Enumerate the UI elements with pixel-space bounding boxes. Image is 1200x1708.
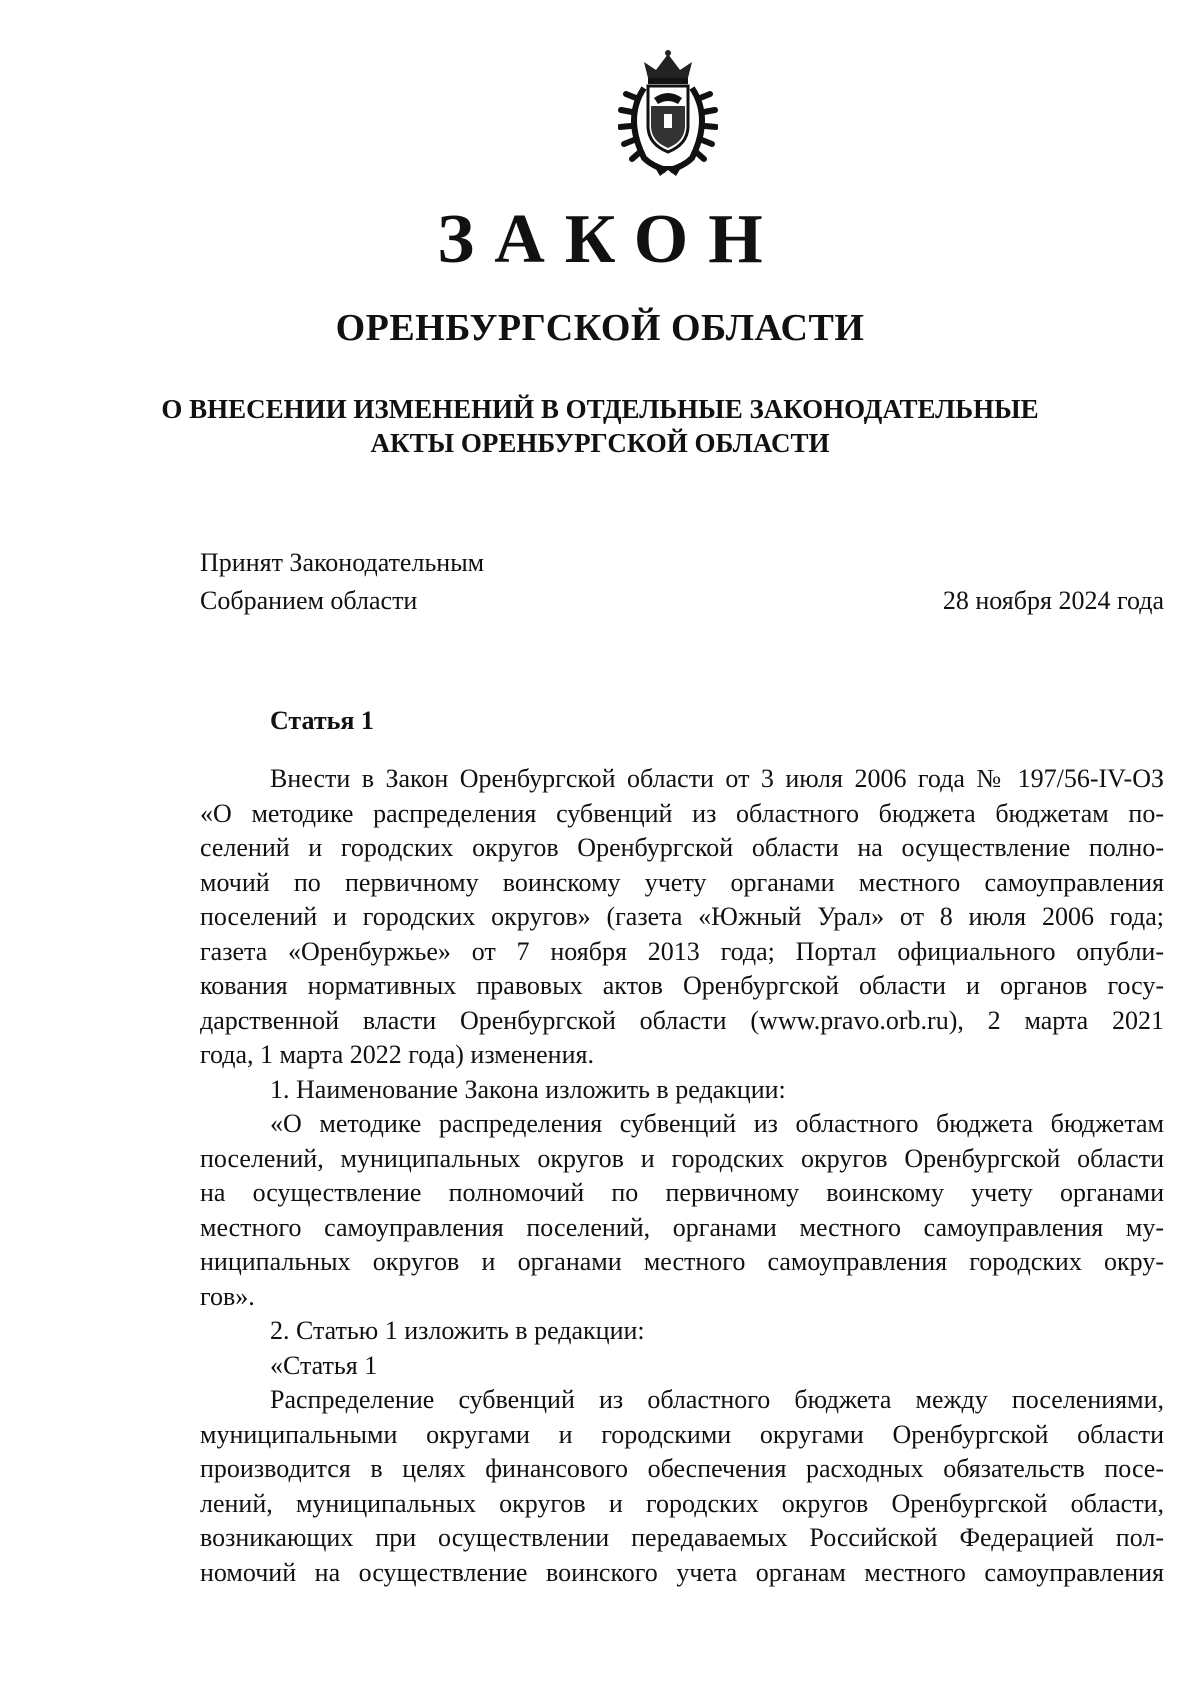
text-line: селений и городских округов Оренбургской области на осуществление полно- <box>200 833 1164 862</box>
text-line: на осуществление полномочий по первичному воинскому учету органами <box>200 1178 1164 1207</box>
text-line: лений, муниципальных округов и городских округов Оренбургской области, <box>200 1488 1164 1518</box>
article-body <box>200 762 1164 1590</box>
text-line: Распределение субвенций из областного бюджета между поселениями, <box>270 1385 1164 1414</box>
document-type-title: ЗАКОН <box>437 201 783 278</box>
text-line: 1. Наименование Закона изложить в редакции: <box>270 1074 786 1104</box>
text-line: «Статья 1 <box>270 1350 378 1380</box>
text-line: года, 1 марта 2022 года) изменения. <box>200 1040 594 1069</box>
text-line: мочий по первичному воинскому учету органами местного самоуправления <box>200 867 1164 897</box>
text-line: 2. Статью 1 изложить в редакции: <box>270 1316 645 1345</box>
law-subject-line: АКТЫ ОРЕНБУРГСКОЙ ОБЛАСТИ <box>370 428 830 458</box>
text-line: поселений, муниципальных округов и городских округов Оренбургской области <box>200 1143 1164 1173</box>
law-subject-title <box>0 392 1200 460</box>
text-line: дарственной власти Оренбургской области (www.pravo.orb.ru), 2 марта 2021 <box>200 1005 1164 1035</box>
text-line: гов». <box>200 1281 255 1311</box>
adoption-statement <box>200 544 484 620</box>
article-heading: Статья 1 <box>270 706 374 735</box>
text-line: муниципальными округами и городскими округами Оренбургской области <box>200 1419 1164 1449</box>
text-line: «О методике распределения субвенций из областного бюджета бюджетам <box>270 1109 1164 1138</box>
text-line: возникающих при осуществлении передаваемых Российской Федерацией пол- <box>200 1523 1164 1552</box>
text-line: газета «Оренбуржье» от 7 ноября 2013 года; Портал официального опубли- <box>200 936 1164 966</box>
text-line: местного самоуправления поселений, органами местного самоуправления му- <box>200 1212 1164 1242</box>
law-subject-line: О ВНЕСЕНИИ ИЗМЕНЕНИЙ В ОТДЕЛЬНЫЕ ЗАКОНОДАТЕЛЬНЫЕ <box>161 394 1039 424</box>
text-line: номочий на осуществление воинского учета органам местного самоуправления <box>200 1557 1164 1587</box>
orenburg-coat-of-arms-icon <box>618 48 718 178</box>
adoption-line: Принят Законодательным <box>200 548 485 577</box>
text-line: Внести в Закон Оренбургской области от 3 июля 2006 года № 197/56-IV-ОЗ <box>270 764 1164 793</box>
text-line: ниципальных округов и органами местного самоуправления городских окру- <box>200 1247 1164 1276</box>
adoption-line: Собранием области <box>200 586 418 615</box>
text-line: поселений и городских округов» (газета «Южный Урал» от 8 июля 2006 года; <box>200 902 1164 931</box>
adoption-date: 28 ноября 2024 года <box>942 586 1164 615</box>
text-line: производится в целях финансового обеспечения расходных обязательств посе- <box>200 1454 1164 1483</box>
text-line: «О методике распределения субвенций из областного бюджета бюджетам по- <box>200 798 1164 828</box>
region-title: ОРЕНБУРГСКОЙ ОБЛАСТИ <box>335 307 865 349</box>
text-line: кования нормативных правовых актов Оренбургской области и органов госу- <box>200 971 1164 1000</box>
